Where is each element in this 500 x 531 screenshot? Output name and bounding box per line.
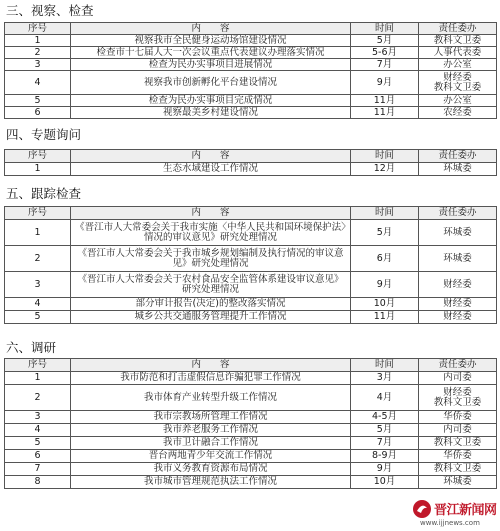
cell-content: 晋台两地青少年交流工作情况 <box>71 450 351 463</box>
cell-committee: 华侨委 <box>419 450 497 463</box>
cell-seq: 5 <box>5 437 71 450</box>
table-row <box>5 411 497 424</box>
header-time: 时间 <box>351 23 419 35</box>
cell-committee: 财经委 教科文卫委 <box>419 385 497 411</box>
header-committee: 责任委办 <box>419 359 497 372</box>
cell-committee: 环城委 <box>419 246 497 272</box>
table-row <box>5 95 497 107</box>
cell-committee: 内司委 <box>419 424 497 437</box>
cell-committee: 教科文卫委 <box>419 463 497 476</box>
inquiry-table <box>4 149 497 176</box>
cell-time: 7月 <box>351 59 419 71</box>
cell-time: 9月 <box>351 463 419 476</box>
cell-seq: 2 <box>5 47 71 59</box>
cell-time: 5-6月 <box>351 47 419 59</box>
followup-table <box>4 206 497 324</box>
table-row <box>5 372 497 385</box>
header-time: 时间 <box>351 207 419 220</box>
cell-time: 11月 <box>351 311 419 324</box>
cell-committee: 环城委 <box>419 476 497 489</box>
cell-content: 检查市十七届人大一次会议重点代表建议办理落实情况 <box>71 47 351 59</box>
table-row <box>5 476 497 489</box>
header-content: 内 容 <box>71 359 351 372</box>
header-committee: 责任委办 <box>419 150 497 163</box>
cell-content: 部分审计报告(决定)的整改落实情况 <box>71 298 351 311</box>
cell-committee: 办公室 <box>419 95 497 107</box>
table-row <box>5 385 497 411</box>
cell-content: 视察我市全民健身运动场馆建设情况 <box>71 35 351 47</box>
header-content: 内 容 <box>71 23 351 35</box>
cell-time: 11月 <box>351 95 419 107</box>
cell-seq: 3 <box>5 59 71 71</box>
cell-time: 5月 <box>351 35 419 47</box>
cell-committee: 农经委 <box>419 107 497 119</box>
section-title-inquiry: 四、专题询问 <box>6 127 82 142</box>
cell-committee: 教科文卫委 <box>419 35 497 47</box>
cell-content: 我市城市管理规范执法工作情况 <box>71 476 351 489</box>
section-title-inspection: 三、视察、检查 <box>6 3 94 18</box>
cell-seq: 7 <box>5 463 71 476</box>
cell-time: 5月 <box>351 220 419 246</box>
table-header-row <box>5 359 497 372</box>
cell-seq: 3 <box>5 272 71 298</box>
table-row <box>5 437 497 450</box>
section-title-followup: 五、跟踪检查 <box>6 186 82 201</box>
header-committee: 责任委办 <box>419 207 497 220</box>
header-content: 内 容 <box>71 207 351 220</box>
inspection-table <box>4 22 497 119</box>
header-seq: 序号 <box>5 23 71 35</box>
table-row <box>5 107 497 119</box>
cell-content: 《晋江市人大常委会关于我市城乡规划编制及执行情况的审议意见》研究处理情况 <box>71 246 351 272</box>
cell-committee: 财经委 <box>419 311 497 324</box>
cell-time: 12月 <box>351 163 419 176</box>
header-committee: 责任委办 <box>419 23 497 35</box>
cell-seq: 8 <box>5 476 71 489</box>
cell-time: 4月 <box>351 385 419 411</box>
cell-content: 城乡公共交通服务管理提升工作情况 <box>71 311 351 324</box>
table-row <box>5 450 497 463</box>
cell-content: 我市防范和打击虚假信息诈骗犯罪工作情况 <box>71 372 351 385</box>
cell-seq: 1 <box>5 220 71 246</box>
table-row <box>5 163 497 176</box>
research-table <box>4 358 497 489</box>
cell-seq: 2 <box>5 246 71 272</box>
table-header-row <box>5 150 497 163</box>
cell-content: 《晋江市人大常委会关于农村食品安全监管体系建设审议意见》研究处理情况 <box>71 272 351 298</box>
cell-committee: 财经委 <box>419 272 497 298</box>
cell-content: 检查为民办实事项目进展情况 <box>71 59 351 71</box>
cell-time: 10月 <box>351 298 419 311</box>
cell-content: 《晋江市人大常委会关于我市实施〈中华人民共和国环境保护法〉情况的审议意见》研究处理情况 <box>71 220 351 246</box>
table-row <box>5 71 497 95</box>
cell-committee: 人事代表委 <box>419 47 497 59</box>
cell-time: 10月 <box>351 476 419 489</box>
cell-content: 生态水域建设工作情况 <box>71 163 351 176</box>
header-seq: 序号 <box>5 150 71 163</box>
cell-seq: 5 <box>5 311 71 324</box>
table-row <box>5 246 497 272</box>
cell-seq: 3 <box>5 411 71 424</box>
cell-committee: 财经委 <box>419 298 497 311</box>
cell-time: 5月 <box>351 424 419 437</box>
cell-content: 检查为民办实事项目完成情况 <box>71 95 351 107</box>
cell-committee: 财经委 教科文卫委 <box>419 71 497 95</box>
cell-time: 3月 <box>351 372 419 385</box>
table-row <box>5 298 497 311</box>
cell-committee: 教科文卫委 <box>419 437 497 450</box>
cell-content: 我市养老服务工作情况 <box>71 424 351 437</box>
cell-time: 7月 <box>351 437 419 450</box>
table-row <box>5 35 497 47</box>
cell-seq: 4 <box>5 424 71 437</box>
cell-seq: 1 <box>5 163 71 176</box>
cell-content: 视察最美乡村建设情况 <box>71 107 351 119</box>
table-row <box>5 424 497 437</box>
cell-seq: 4 <box>5 298 71 311</box>
cell-committee: 环城委 <box>419 163 497 176</box>
cell-time: 9月 <box>351 71 419 95</box>
cell-seq: 6 <box>5 107 71 119</box>
cell-committee: 环城委 <box>419 220 497 246</box>
site-logo <box>412 499 498 529</box>
cell-time: 9月 <box>351 272 419 298</box>
table-row <box>5 272 497 298</box>
cell-content: 视察我市创新孵化平台建设情况 <box>71 71 351 95</box>
cell-committee: 办公室 <box>419 59 497 71</box>
cell-content: 我市宗教场所管理工作情况 <box>71 411 351 424</box>
header-content: 内 容 <box>71 150 351 163</box>
table-row <box>5 47 497 59</box>
header-time: 时间 <box>351 359 419 372</box>
cell-seq: 5 <box>5 95 71 107</box>
header-seq: 序号 <box>5 359 71 372</box>
logo-text: 晋江新闻网 <box>434 503 497 518</box>
cell-seq: 2 <box>5 385 71 411</box>
header-seq: 序号 <box>5 207 71 220</box>
table-row <box>5 59 497 71</box>
section-title-research: 六、调研 <box>6 340 57 355</box>
cell-time: 8-9月 <box>351 450 419 463</box>
logo-mark-icon <box>412 499 432 519</box>
cell-seq: 1 <box>5 35 71 47</box>
cell-content: 我市卫计融合工作情况 <box>71 437 351 450</box>
table-row <box>5 220 497 246</box>
table-header-row <box>5 23 497 35</box>
table-row <box>5 311 497 324</box>
cell-time: 11月 <box>351 107 419 119</box>
table-row <box>5 463 497 476</box>
header-time: 时间 <box>351 150 419 163</box>
cell-seq: 6 <box>5 450 71 463</box>
cell-time: 4-5月 <box>351 411 419 424</box>
logo-url: www.ijjnews.com <box>420 519 480 527</box>
cell-time: 6月 <box>351 246 419 272</box>
cell-seq: 1 <box>5 372 71 385</box>
cell-committee: 内司委 <box>419 372 497 385</box>
cell-committee: 华侨委 <box>419 411 497 424</box>
cell-content: 我市体育产业转型升级工作情况 <box>71 385 351 411</box>
cell-content: 我市义务教育资源布局情况 <box>71 463 351 476</box>
table-header-row <box>5 207 497 220</box>
cell-seq: 4 <box>5 71 71 95</box>
